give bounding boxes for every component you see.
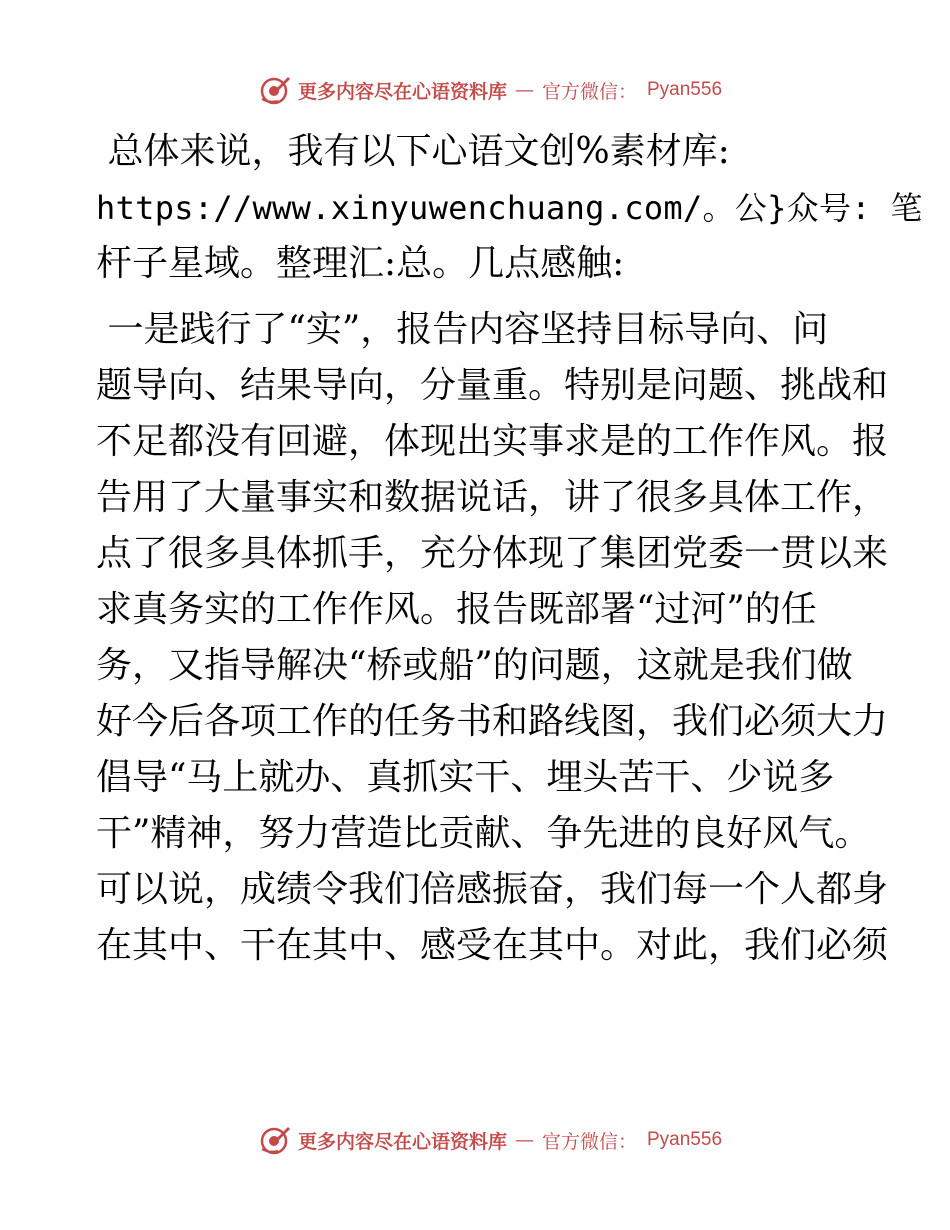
footer-banner-title: 更多内容尽在心语资料库 (297, 1130, 507, 1153)
paragraph-1-line-1: 总体来说，我有以下心语文创%素材库: (96, 131, 730, 172)
header-banner (0, 70, 950, 110)
paragraph-2-line-6: 求真务实的工作作风。报告既部署“过河”的任 (96, 589, 817, 630)
footer-banner-dash: — (514, 1129, 534, 1151)
header-banner-wechat-handle: Pyan556 (647, 79, 723, 100)
paragraph-2-line-5: 点了很多具体抓手，充分体现了集团党委一贯以来 (96, 533, 889, 574)
footer-banner-wechat-handle: Pyan556 (647, 1129, 723, 1150)
paragraph-2-line-8: 好今后各项工作的任务书和路线图，我们必须大力 (96, 701, 889, 742)
paragraph-2-line-1: 一是践行了“实”，报告内容坚持目标导向、问 (96, 309, 829, 350)
footer-banner-wechat-label: 官方微信： (541, 1130, 637, 1153)
footer-banner (0, 1120, 950, 1160)
header-banner-dash: — (514, 79, 534, 101)
pen-circle-logo-icon (258, 73, 292, 107)
paragraph-gap (96, 292, 856, 302)
paragraph-2-line-3: 不足都没有回避，体现出实事求是的工作作风。报 (96, 421, 889, 462)
header-banner-wechat-label: 官方微信： (541, 80, 637, 103)
paragraph-1-line-2: https://www.xinyuwenchuang.com/。公}众号: 笔 (96, 189, 923, 227)
paragraph-2-line-9: 倡导“马上就办、真抓实干、埋头苦干、少说多 (96, 757, 835, 798)
paragraph-1-line-3: 杆子星域。整理汇:总。几点感触: (96, 243, 625, 284)
paragraph-2-line-4: 告用了大量事实和数据说话，讲了很多具体工作， (96, 477, 889, 518)
paragraph-2-line-2: 题导向、结果导向，分量重。特别是问题、挑战和 (96, 365, 889, 406)
paragraph-2-line-12: 在其中、干在其中、感受在其中。对此，我们必须 (96, 925, 889, 966)
header-banner-content (228, 73, 722, 107)
document-body (96, 124, 923, 974)
header-banner-title: 更多内容尽在心语资料库 (297, 80, 507, 103)
footer-banner-content (228, 1123, 722, 1157)
paragraph-2-line-7: 务，又指导解决“桥或船”的问题，这就是我们做 (96, 645, 853, 686)
paragraph-2-line-10: 干”精神，努力营造比贡献、争先进的良好风气。 (96, 813, 871, 854)
pen-circle-logo-icon (258, 1123, 292, 1157)
paragraph-2-line-11: 可以说，成绩令我们倍感振奋，我们每一个人都身 (96, 869, 889, 910)
